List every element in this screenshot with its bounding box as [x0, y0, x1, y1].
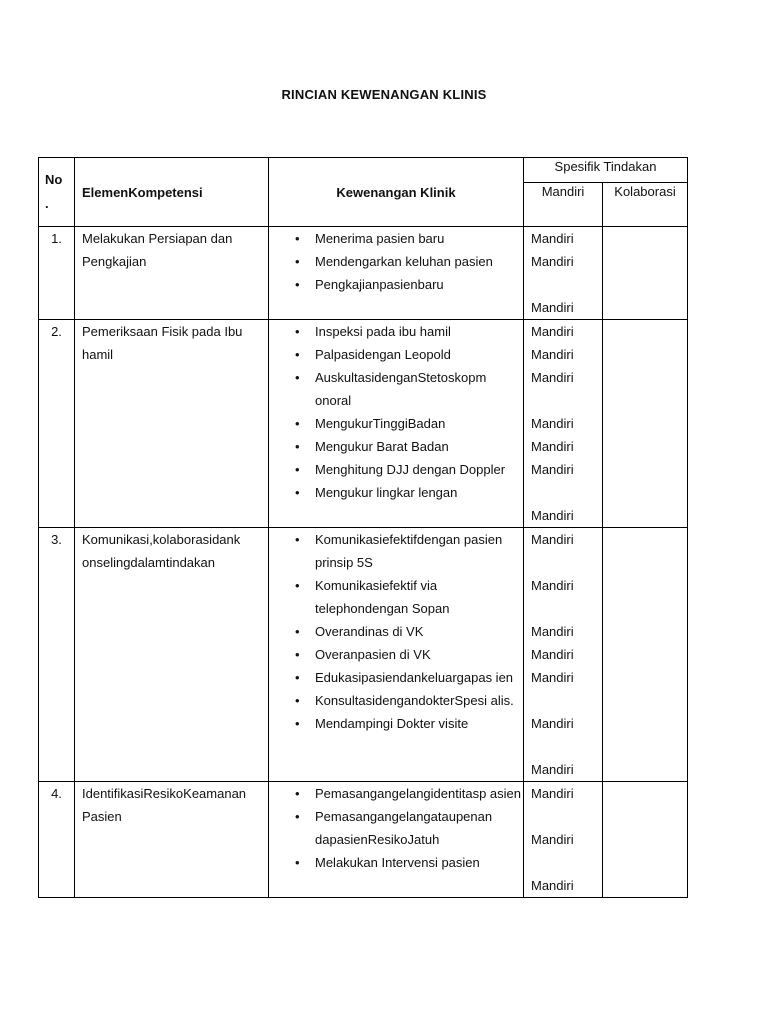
- mandiri-value: Mandiri: [531, 462, 574, 477]
- list-item: • Mendengarkan keluhan pasien: [295, 250, 523, 273]
- list-item: • KonsultasidengandokterSpesi alis.: [295, 689, 523, 712]
- table-row: [39, 320, 688, 528]
- header-elemen: ElemenKompetensi: [75, 158, 269, 227]
- list-item: • Mengukur Barat Badan: [295, 435, 523, 458]
- row-elemen: Komunikasi,kolaborasidank onselingdalamtindakan: [75, 528, 269, 782]
- mandiri-gap: [524, 551, 602, 574]
- mandiri-gap: [524, 481, 602, 504]
- row-kewenangan: [269, 227, 524, 320]
- list-item: • Overandinas di VK: [295, 620, 523, 643]
- list-item: • Palpasidengan Leopold: [295, 343, 523, 366]
- header-mandiri: Mandiri: [524, 183, 603, 227]
- list-item: • Mendampingi Dokter visite: [295, 712, 523, 735]
- list-item: • Pengkajianpasienbaru: [295, 273, 523, 296]
- mandiri-gap: [524, 735, 602, 758]
- mandiri-gap: [524, 273, 602, 296]
- mandiri-value: Mandiri: [531, 832, 574, 847]
- header-kewenangan: Kewenangan Klinik: [269, 158, 524, 227]
- document-title: RINCIAN KEWENANGAN KLINIS: [281, 87, 487, 102]
- row-elemen: Melakukan Persiapan dan Pengkajian: [75, 227, 269, 320]
- mandiri-value: Mandiri: [531, 878, 574, 893]
- row-kolaborasi: [603, 227, 688, 320]
- row-mandiri: [524, 320, 603, 528]
- list-item: • Komunikasiefektifdengan pasien prinsip 5S: [295, 528, 523, 574]
- row-number: 3.: [39, 528, 75, 782]
- mandiri-value: Mandiri: [531, 786, 574, 801]
- row-kolaborasi: [603, 782, 688, 898]
- row-mandiri: [524, 782, 603, 898]
- mandiri-gap: [524, 851, 602, 874]
- header-row: [39, 158, 688, 183]
- header-no-dot: .: [45, 196, 49, 211]
- row-elemen: IdentifikasiResikoKeamanan Pasien: [75, 782, 269, 898]
- mandiri-value: Mandiri: [531, 231, 574, 246]
- mandiri-value: Mandiri: [531, 532, 574, 547]
- mandiri-value: Mandiri: [531, 370, 574, 385]
- row-number: 4.: [39, 782, 75, 898]
- mandiri-value: Mandiri: [531, 439, 574, 454]
- table-row: [39, 528, 688, 782]
- row-mandiri: [524, 528, 603, 782]
- mandiri-value: Mandiri: [531, 254, 574, 269]
- list-item: • Menerima pasien baru: [295, 227, 523, 250]
- list-item: • Pemasangangelangataupenan dapasienResikoJatuh: [295, 805, 523, 851]
- header-no: [39, 158, 75, 227]
- mandiri-value: Mandiri: [531, 416, 574, 431]
- mandiri-value: Mandiri: [531, 578, 574, 593]
- mandiri-value: Mandiri: [531, 624, 574, 639]
- mandiri-value: Mandiri: [531, 716, 574, 731]
- row-elemen: Pemeriksaan Fisik pada Ibu hamil: [75, 320, 269, 528]
- row-mandiri: [524, 227, 603, 320]
- header-spesifik: Spesifik Tindakan: [524, 158, 688, 183]
- row-kewenangan: [269, 320, 524, 528]
- mandiri-value: Mandiri: [531, 300, 574, 315]
- mandiri-value: Mandiri: [531, 762, 574, 777]
- list-item: • Menghitung DJJ dengan Doppler: [295, 458, 523, 481]
- list-item: • Pemasangangelangidentitasp asien: [295, 782, 523, 805]
- mandiri-gap: [524, 805, 602, 828]
- mandiri-value: Mandiri: [531, 647, 574, 662]
- list-item: • Edukasipasiendankeluargapas ien: [295, 666, 523, 689]
- table-row: [39, 227, 688, 320]
- competency-table: [38, 157, 688, 898]
- mandiri-gap: [524, 689, 602, 712]
- header-no-label: No: [45, 172, 63, 187]
- mandiri-value: Mandiri: [531, 347, 574, 362]
- row-number: 1.: [39, 227, 75, 320]
- row-kolaborasi: [603, 528, 688, 782]
- row-kewenangan: [269, 528, 524, 782]
- mandiri-gap: [524, 389, 602, 412]
- list-item: • MengukurTinggiBadan: [295, 412, 523, 435]
- mandiri-value: Mandiri: [531, 508, 574, 523]
- list-item: • Inspeksi pada ibu hamil: [295, 320, 523, 343]
- mandiri-gap: [524, 597, 602, 620]
- header-kolaborasi: Kolaborasi: [603, 183, 688, 227]
- list-item: • Overanpasien di VK: [295, 643, 523, 666]
- mandiri-value: Mandiri: [531, 670, 574, 685]
- list-item: • Melakukan Intervensi pasien: [295, 851, 523, 874]
- row-kolaborasi: [603, 320, 688, 528]
- list-item: • Komunikasiefektif via telephondengan Sopan: [295, 574, 523, 620]
- list-item: • AuskultasidenganStetoskopm onoral: [295, 366, 523, 412]
- row-kewenangan: [269, 782, 524, 898]
- list-item: • Mengukur lingkar lengan: [295, 481, 523, 504]
- mandiri-value: Mandiri: [531, 324, 574, 339]
- row-number: 2.: [39, 320, 75, 528]
- table-row: [39, 782, 688, 898]
